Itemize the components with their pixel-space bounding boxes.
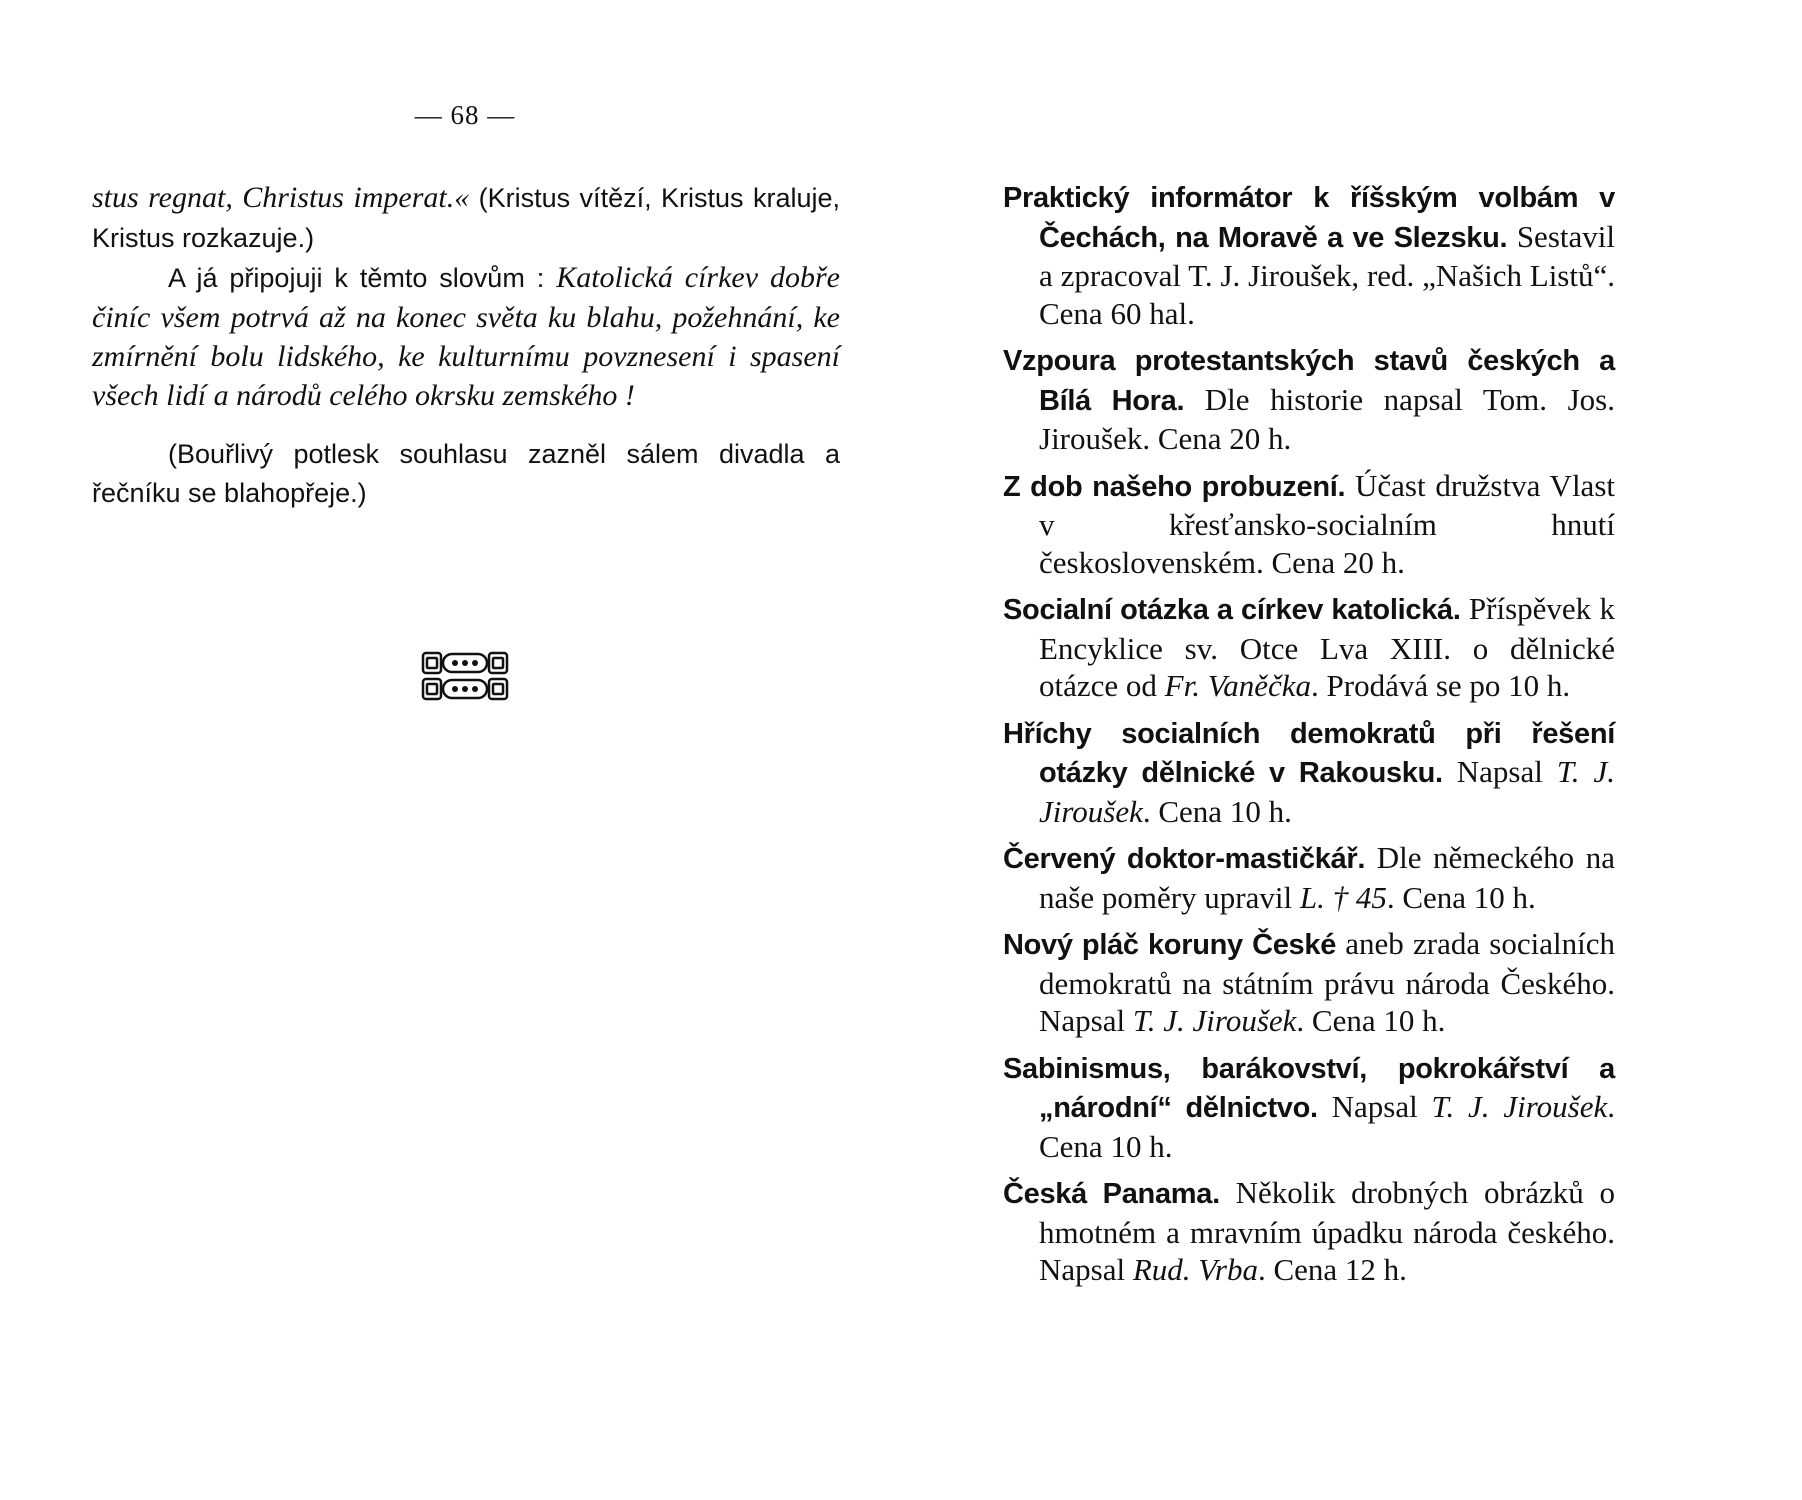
catalog-entry [1003,178,1615,332]
ornament-icon [421,650,509,702]
entry-title: Socialní otázka a církev katolická. [1003,594,1461,626]
entry-title: Červený doktor-mastičkář. [1003,843,1366,875]
entry-author: T. J. Jiroušek [1039,754,1615,829]
entry-title: Nový pláč koruny České [1003,929,1337,961]
publication-catalog [1003,178,1615,1298]
entry-text: . Cena 10 h. [1142,793,1292,829]
entry-text: Napsal [1442,754,1557,789]
catalog-entry [1003,839,1615,916]
closing-statement-lead: A já připojuji k těmto slovům : [168,263,557,293]
left-page [0,0,900,1500]
entry-text: Sestavil a zpracoval T. J. Jiroušek, red. „Našich Listů“. Cena 60 hal. [1039,218,1615,331]
catalog-entry [1003,925,1615,1040]
entry-text: . Cena 10 h. [1386,879,1536,915]
entry-title: Česká Panama. [1003,1178,1220,1210]
entry-title: Vzpoura protestantských stavů českých a Bílá Hora. [1003,345,1615,417]
catalog-entry [1003,714,1615,831]
entry-title: Praktický informátor k říšským volbám v Čechách, na Moravě a ve Slezsku. [1003,182,1615,254]
entry-text: . Cena 10 h. [1039,1089,1615,1164]
entry-text: . Cena 10 h. [1296,1003,1446,1038]
entry-author: Rud. Vrba [1132,1252,1258,1287]
entry-text: Dle německého na naše poměry upravil [1039,840,1615,915]
quote-paragraph [92,178,840,258]
catalog-entry [1003,1049,1615,1166]
entry-author: L. † 45 [1299,879,1387,915]
latin-quote: stus regnat, Christus imperat.« [92,181,470,214]
right-page [900,0,1802,1500]
catalog-entry [1003,1174,1615,1289]
applause-note: (Bouřlivý potlesk souhlasu zazněl sálem divadla a řečníku se blahopřeje.) [92,439,840,508]
entry-author: Fr. Vaněčka [1164,668,1311,703]
catalog-entry [1003,590,1615,705]
entry-text: Několik drobných obrázků o hmotném a mravním úpadku národa českého. Napsal [1039,1175,1615,1287]
entry-title: Hříchy socialních demokratů při řešení otázky dělnické v Rakousku. [1003,717,1615,789]
entry-text: Napsal [1317,1089,1432,1124]
quote-translation: (Kristus vítězí, Kristus kraluje, Kristus rozkazuje.) [92,183,840,253]
catalog-entry [1003,467,1615,582]
entry-title: Sabinismus, barákovství, pokrokářství a „národní“ dělnictvo. [1003,1052,1615,1124]
entry-text: aneb zrada socialních demokratů na státním právu národa Českého. Napsal [1039,926,1615,1038]
entry-text: Účast družstva Vlast v křesťansko-socialním hnutí československém. Cena 20 h. [1039,467,1615,580]
closing-statement-paragraph [92,258,840,415]
closing-statement-italic: Katolická církev dobře činíc všem potrvá až na konec světa ku blahu, požehnání, ke zmírnění bolu lidského, ke kulturnímu povznesení i spasení všech lidí a národů celého okrsku zemského ! [92,261,840,412]
entry-text: Dle historie napsal Tom. Jos. Jiroušek. Cena 20 h. [1039,381,1615,456]
catalog-entry [1003,341,1615,458]
entry-text: . Prodává se po 10 h. [1311,668,1571,703]
entry-text: . Cena 12 h. [1257,1252,1407,1287]
entry-author: T. J. Jiroušek [1431,1089,1608,1124]
entry-title: Z dob našeho probuzení. [1003,470,1346,503]
left-page-text [92,178,840,513]
entry-author: T. J. Jiroušek [1132,1003,1297,1038]
entry-text: Příspěvek k Encyklice sv. Otce Lva XIII. o dělnické otázce od [1039,591,1615,703]
page-number: — 68 — [414,100,516,130]
